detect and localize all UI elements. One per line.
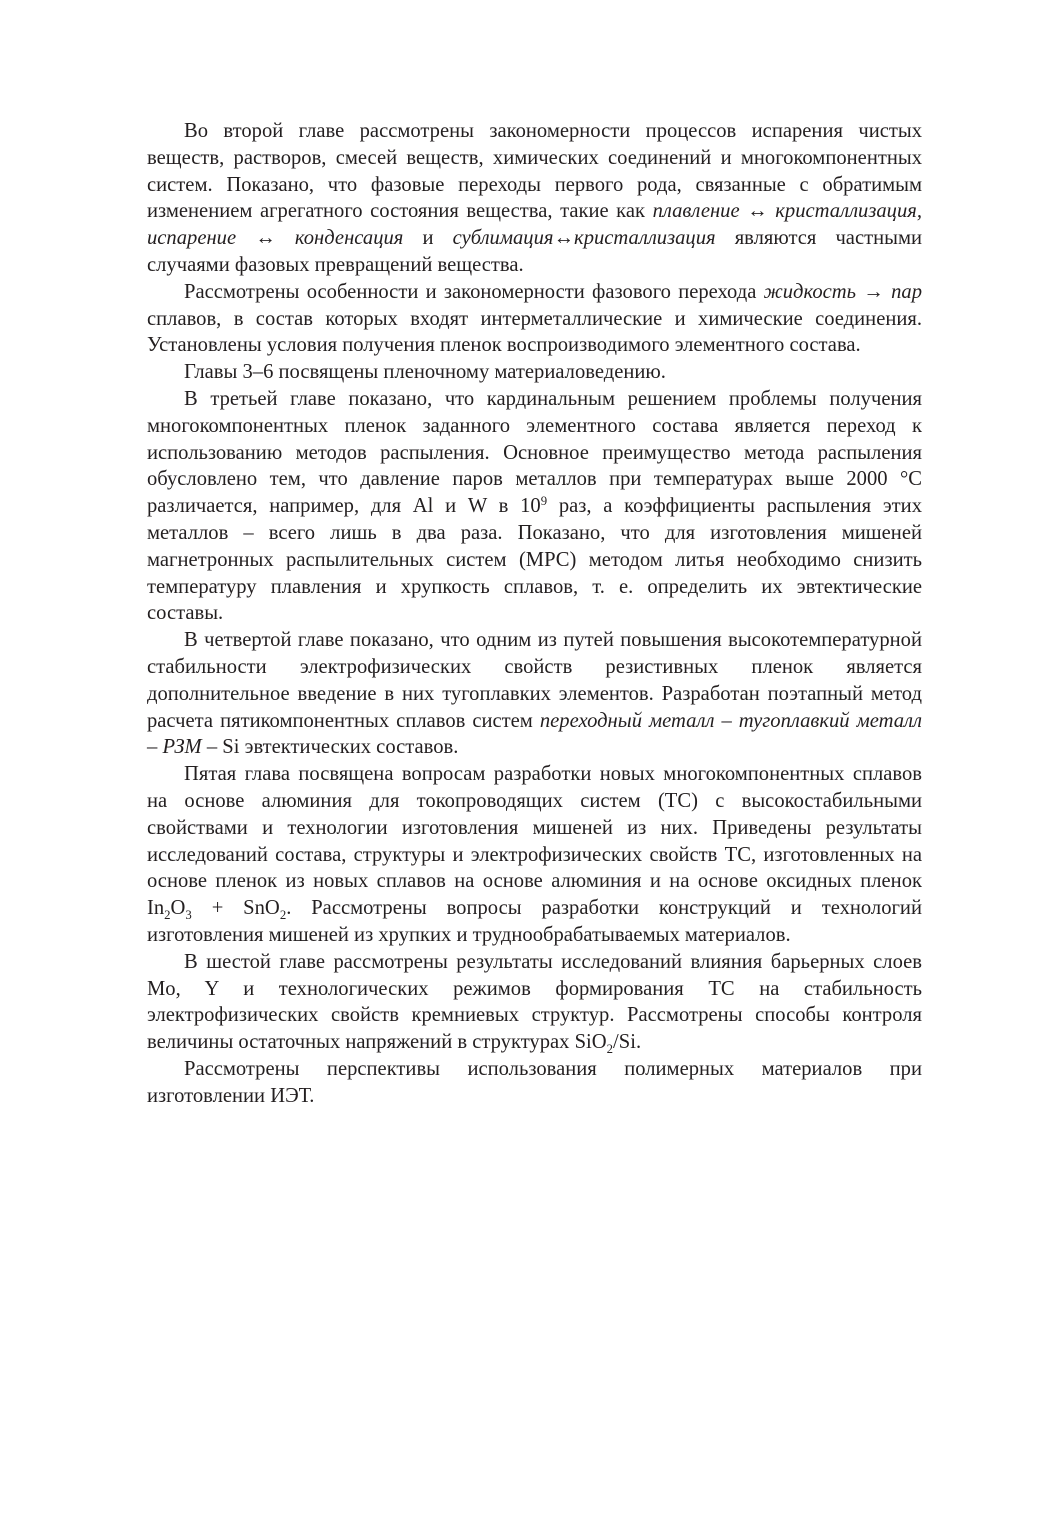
subscript-run: 2 — [164, 907, 171, 922]
text-run: – Si эвтектических составов. — [201, 736, 459, 759]
text-run: + SnO — [191, 897, 280, 920]
paragraph-chapter-five — [147, 761, 922, 949]
text-run: сплавов, в состав которых входят интерметаллические и химические соединения. Установлены условия получения пленок воспроизводимого элементного состава. — [147, 307, 922, 357]
text-run: Главы 3–6 посвящены пленочному материаловедению. — [184, 361, 666, 384]
paragraph-chapter-three — [147, 386, 922, 627]
text-run: В шестой главе рассмотрены результаты исследований влияния барьерных слоев Mo, Y и технологических режимов формирования ТС на стабильность электрофизических свойств кремниевых структур. Рассмотрены способы контроля величины остаточных напряжений в структурах SiO — [147, 950, 922, 1054]
paragraph-chapters-overview — [147, 359, 922, 386]
text-run: раз, а коэффициенты распыления этих металлов – всего лишь в два раза. Показано, что для изготовления мишеней магнетронных распылительных систем (МРС) методом литья необходимо снизить температуру плавления и хрупкость сплавов, т. е. определить их эвтектические составы. — [147, 495, 922, 625]
text-run: O — [170, 897, 186, 920]
text-run: Пятая глава посвящена вопросам разработки новых многокомпонентных сплавов на основе алюминия для токопроводящих систем (ТС) с высокостабильными свойствами и технологии изготовления мишеней из них. Приведены результаты исследований состава, структуры и электрофизических свойств ТС, изготовленных на основе пленок из новых сплавов на основе алюминия и на основе оксидных пленок In — [147, 763, 922, 920]
text-run: Рассмотрены особенности и закономерности фазового перехода — [184, 280, 764, 303]
superscript-run: 9 — [540, 494, 548, 509]
text-run: В третьей главе показано, что кардинальным решением проблемы получения многокомпонентных пленок заданного элементного состава является переход к использованию методов распыления. Основное преимущество метода распыления обусловлено тем, что давление паров металлов при температурах выше 2000 °С различается, например, для Al и W в 10 — [147, 387, 922, 518]
paragraph-phase-transition — [147, 279, 922, 359]
subscript-run: 3 — [185, 907, 192, 922]
paragraph-chapter-four — [147, 627, 922, 761]
paragraph-evaporation — [147, 118, 922, 279]
italic-run: сублимация↔кристаллизация — [452, 227, 716, 250]
body-text — [147, 118, 922, 1109]
paragraph-polymers — [147, 1056, 922, 1110]
paragraph-chapter-six — [147, 949, 922, 1056]
subscript-run: 2 — [279, 907, 287, 922]
text-run: являются частными случаями фазовых превращений вещества. — [147, 227, 922, 276]
italic-run: жидкость → пар — [763, 280, 922, 303]
text-run: и — [403, 227, 453, 250]
italic-run: переходный металл – тугоплавкий металл – РЗМ — [147, 709, 922, 759]
italic-run: плавление ↔ кристаллизация, испарение ↔ конденсация — [147, 200, 922, 250]
subscript-run: 2 — [606, 1041, 614, 1056]
text-run: /Si. — [613, 1031, 642, 1054]
text-run: Во второй главе рассмотрены закономерности процессов испарения чистых веществ, растворов, смесей веществ, химических соединений и многокомпонентных систем. Показано, что фазовые переходы первого рода, связанные с обратимым изменением агрегатного состояния вещества, такие как — [147, 120, 922, 223]
text-run: . Рассмотрены вопросы разработки конструкций и технологий изготовления мишеней из хрупких и труднообрабатываемых материалов. — [147, 897, 922, 946]
text-run: В четвертой главе показано, что одним из путей повышения высокотемпературной стабильности электрофизических свойств резистивных пленок является дополнительное введение в них тугоплавких элементов. Разработан поэтапный метод расчета пятикомпонентных сплавов систем — [147, 629, 922, 732]
text-run: Рассмотрены перспективы использования полимерных материалов при изготовлении ИЭТ. — [147, 1057, 922, 1107]
